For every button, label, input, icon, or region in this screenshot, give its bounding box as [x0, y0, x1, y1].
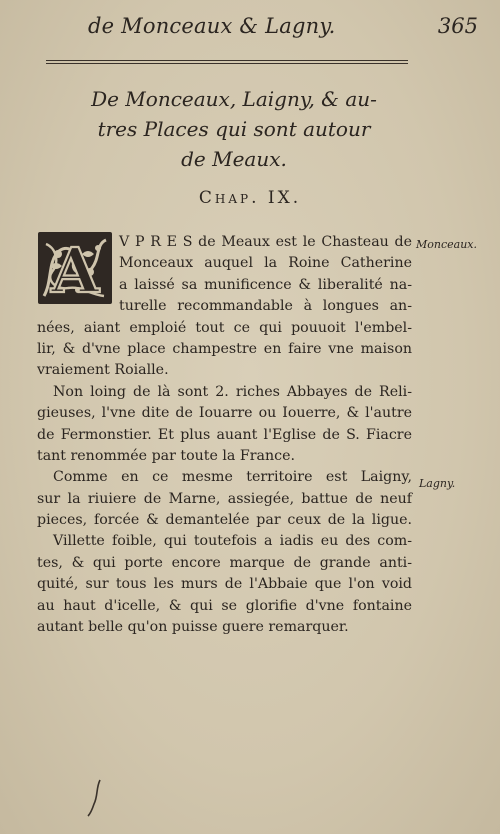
ink-mark-icon	[86, 778, 106, 818]
text-line: pieces, forcée & demantelée par ceux de la ligue.	[37, 512, 412, 529]
text-line: V P R E S de Meaux est le Chasteau de	[119, 234, 412, 250]
heading-line-2: tres Places qui sont autour	[97, 117, 371, 141]
text-line: Non loing de là sont 2. riches Abbayes de Reli-	[53, 383, 412, 400]
heading-line-3: de Meaux.	[181, 147, 287, 171]
heading-line-1: De Monceaux, Laigny, & au-	[91, 87, 377, 111]
text-line: lir, & d'vne place champestre en faire vne maison	[37, 340, 412, 357]
margin-note-lagny: Lagny.	[419, 477, 456, 490]
body-text	[37, 232, 412, 638]
chapter-heading	[58, 84, 410, 174]
text-line: tant renommée par toute la France.	[37, 447, 295, 464]
text-line: sur la riuiere de Marne, assiegée, battue de neuf	[37, 490, 412, 507]
text-line: Villette foible, qui toutefois a iadis eu des com-	[53, 533, 412, 550]
text-line: au haut d'icelle, & qui se glorifie d'vne fontaine	[37, 597, 412, 614]
initial-letter: A	[50, 234, 100, 304]
running-head	[70, 8, 480, 48]
running-head-title: de Monceaux & Lagny.	[88, 14, 336, 38]
text-line: turelle recommandable à longues an-	[119, 298, 412, 315]
chapter-number: Chap. IX.	[198, 188, 302, 208]
text-line: Monceaux auquel la Roine Catherine	[119, 255, 412, 272]
text-line: Comme en ce mesme territoire est Laigny,	[53, 469, 412, 486]
header-rule-thin	[46, 63, 408, 64]
text-line: a laissé sa munificence & liberalité na-	[119, 276, 412, 293]
text-line: de Fermonstier. Et plus auant l'Eglise de S. Fiacre	[37, 426, 412, 443]
text-line: quité, sur tous les murs de l'Abbaie que l'on void	[37, 576, 412, 593]
text-line: autant belle qu'on puisse guere remarquer.	[37, 619, 349, 636]
margin-note-monceaux: Monceaux.	[416, 238, 477, 251]
page-number: 365	[437, 14, 478, 38]
text-line: gieuses, l'vne dite de Iouarre ou Iouerre, & l'autre	[37, 405, 412, 422]
text-line: vraiement Roialle.	[37, 362, 169, 379]
header-rule	[46, 60, 408, 61]
text-line: nées, aiant emploié tout ce qui pouuoit l'embel-	[37, 319, 412, 336]
text-line: tes, & qui porte encore marque de grande anti-	[37, 554, 412, 571]
